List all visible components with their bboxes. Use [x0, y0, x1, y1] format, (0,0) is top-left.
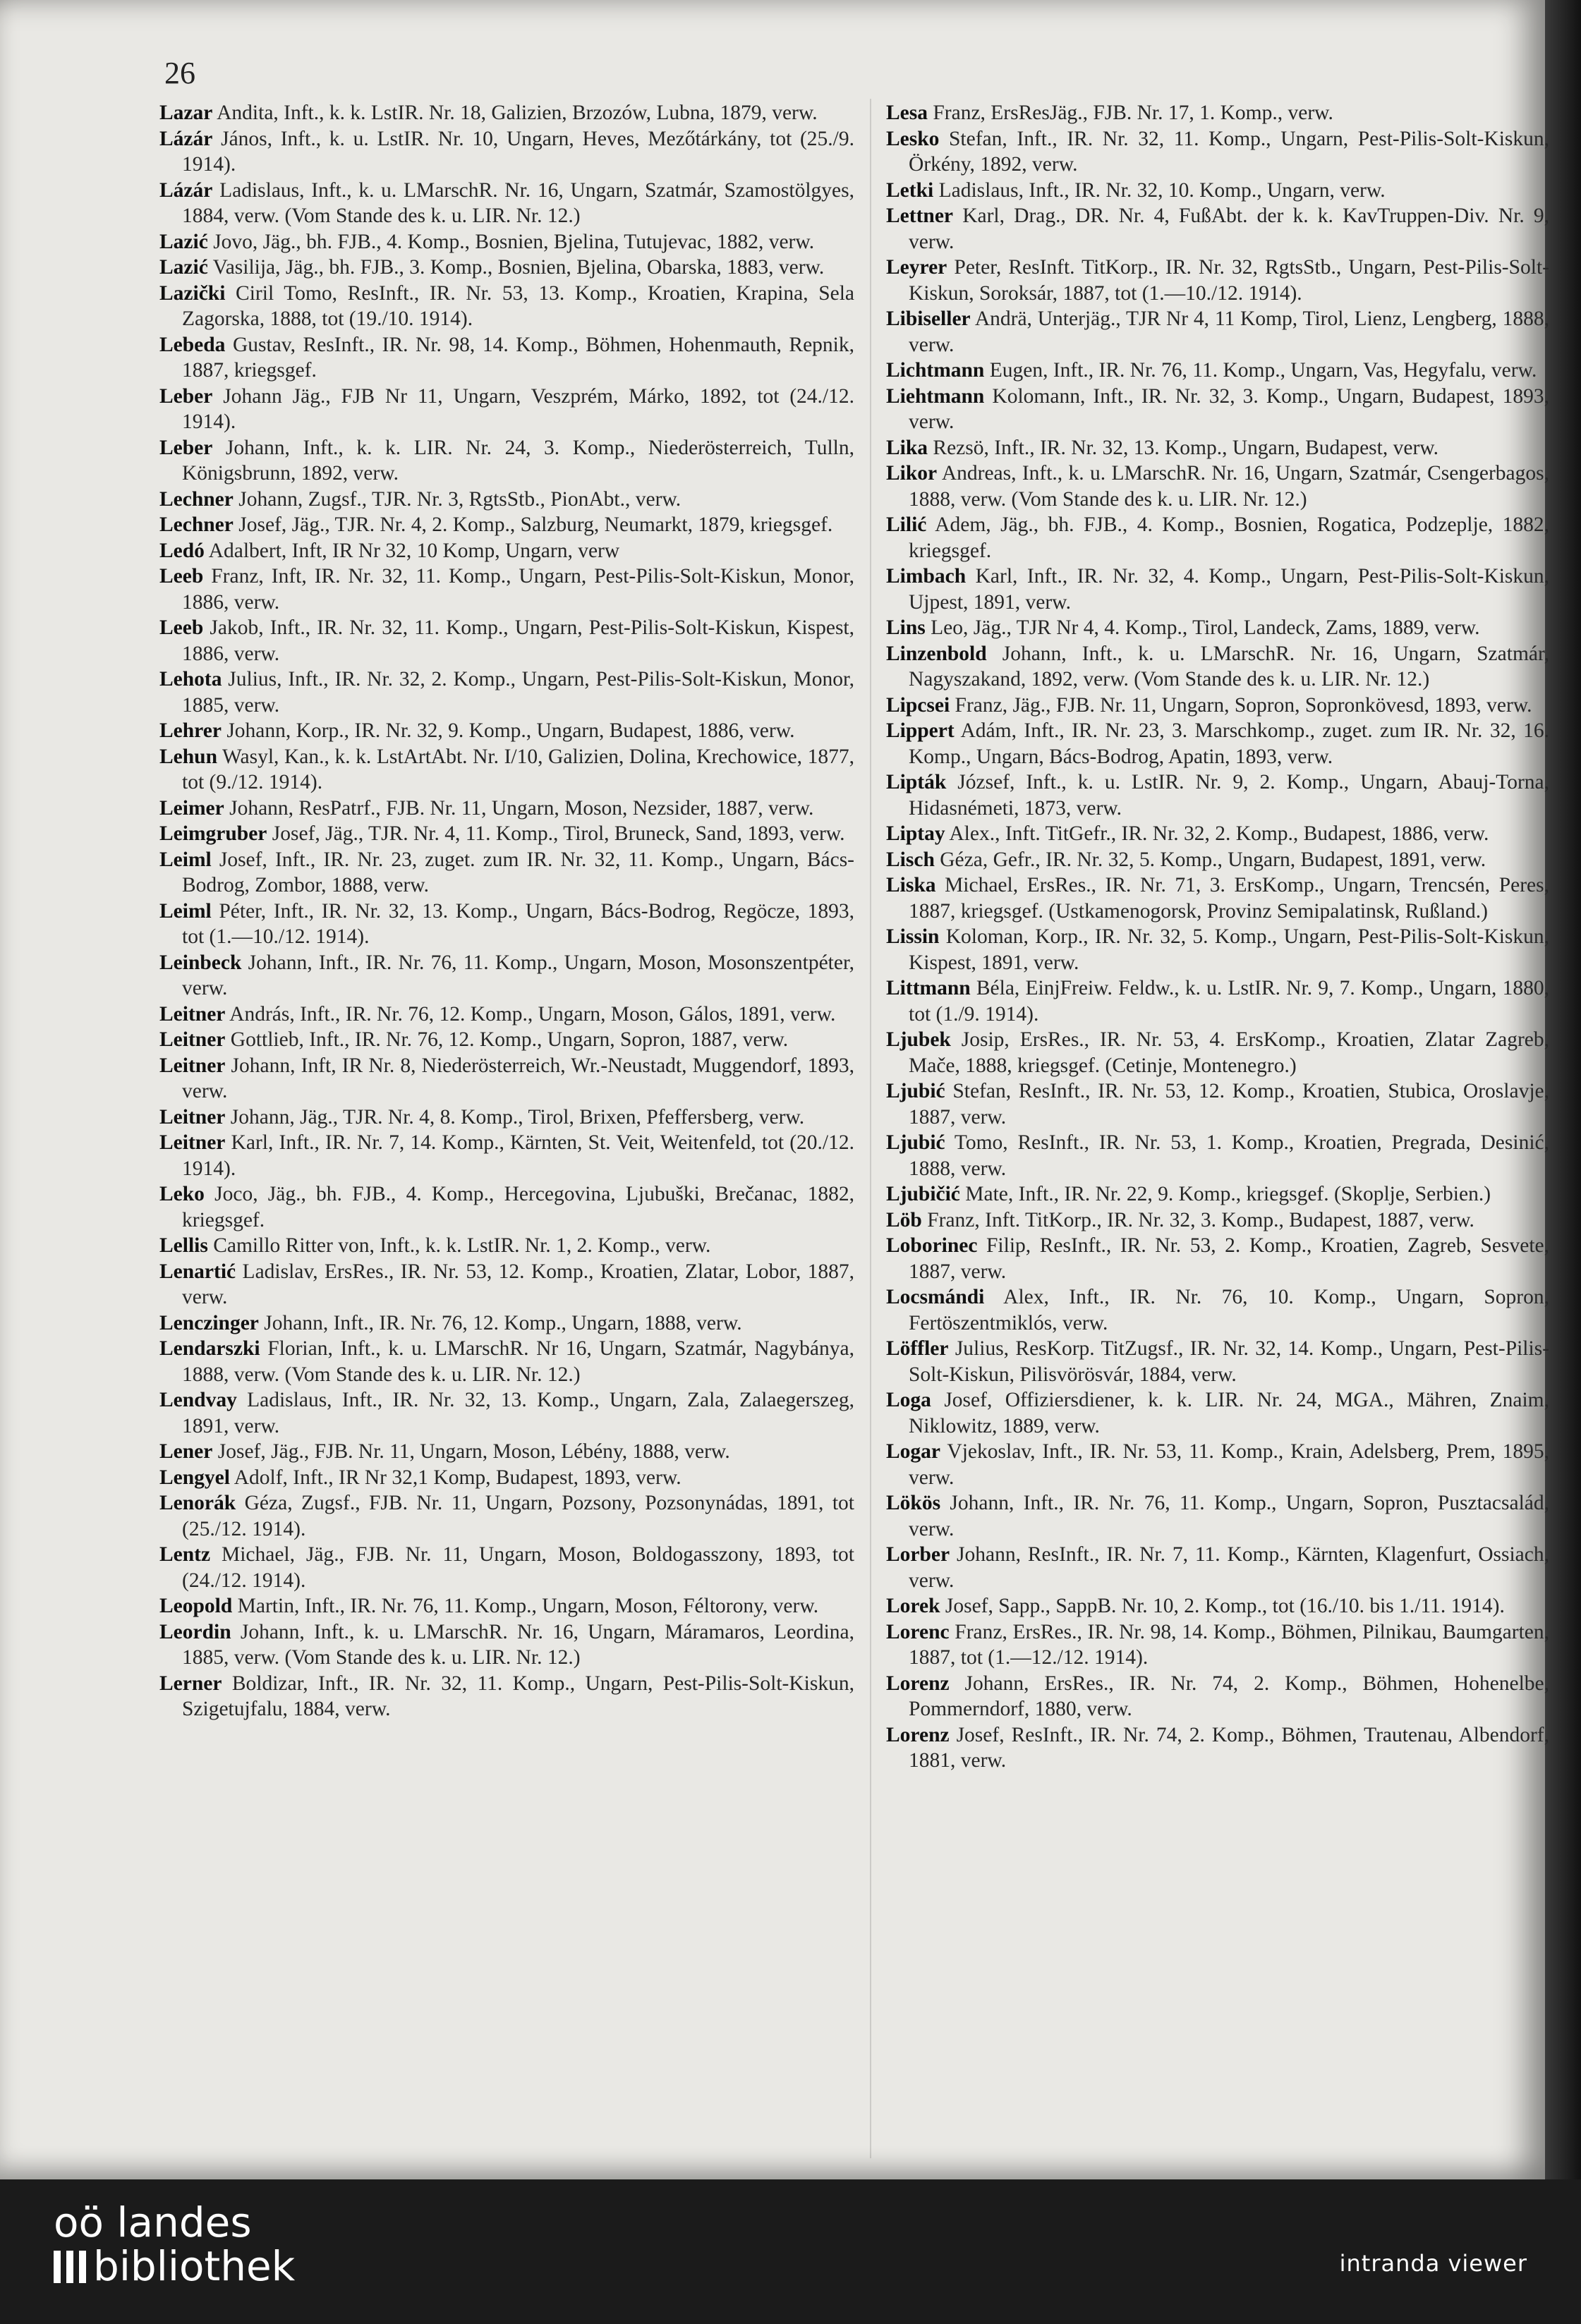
entry-details: Vasilija, Jäg., bh. FJB., 3. Komp., Bosnien, Bjelina, Obarska, 1883, verw. — [207, 256, 825, 279]
list-entry — [159, 384, 854, 435]
entry-details: Josef, Jäg., FJB. Nr. 11, Ungarn, Moson, Lébény, 1888, verw. — [212, 1440, 730, 1463]
entry-details: Andita, Inft., k. k. LstIR. Nr. 18, Galizien, Brzozów, Lubna, 1879, verw. — [212, 102, 818, 124]
entry-surname: Liehtmann — [886, 384, 985, 408]
list-entry — [886, 1284, 1549, 1336]
entry-details: Johann, Korp., IR. Nr. 32, 9. Komp., Ungarn, Budapest, 1886, verw. — [221, 719, 795, 742]
entry-details: Camillo Ritter von, Inft., k. k. LstIR. Nr. 1, 2. Komp., verw. — [207, 1234, 711, 1257]
entry-details: Stefan, ResInft., IR. Nr. 53, 12. Komp., Kroatien, Stubica, Oroslavje, 1887, verw. — [909, 1080, 1549, 1128]
entry-surname: Lazić — [159, 256, 208, 279]
list-entry — [159, 332, 854, 384]
entry-details: Franz, ErsRes., IR. Nr. 98, 14. Komp., Böhmen, Pilnikau, Baumgarten, 1887, tot (1.—12./12. 1914). — [909, 1620, 1549, 1669]
list-entry — [159, 1130, 854, 1181]
list-entry — [886, 1207, 1549, 1234]
list-entry — [159, 950, 854, 1002]
list-entry — [159, 1181, 854, 1233]
list-entry — [159, 796, 854, 822]
entry-details: Kolomann, Inft., IR. Nr. 32, 3. Komp., Ungarn, Budapest, 1893, verw. — [909, 384, 1549, 433]
entry-surname: Letki — [886, 178, 934, 202]
list-entry — [159, 487, 854, 513]
list-entry — [159, 1439, 854, 1465]
list-entry — [159, 1336, 854, 1387]
entry-details: Josef, ResInft., IR. Nr. 74, 2. Komp., Böhmen, Trautenau, Albendorf, 1881, verw. — [909, 1723, 1549, 1772]
entry-details: Ladislaus, Inft., IR. Nr. 32, 10. Komp., Ungarn, verw. — [933, 178, 1386, 202]
list-entry — [159, 1387, 854, 1439]
entry-surname: Leitner — [159, 1028, 226, 1051]
entry-details: Johann, Inft., IR. Nr. 76, 11. Komp., Ungarn, Moson, Mosonszentpéter, verw. — [182, 951, 854, 999]
entry-details: Franz, Inft. TitKorp., IR. Nr. 32, 3. Komp., Budapest, 1887, verw. — [921, 1208, 1474, 1231]
list-entry — [886, 461, 1549, 512]
entry-surname: Lerner — [159, 1672, 222, 1695]
entry-details: Boldizar, Inft., IR. Nr. 32, 11. Komp., Ungarn, Pest-Pilis-Solt-Kiskun, Szigetujfalu, 1884, verw. — [182, 1672, 854, 1720]
list-entry — [159, 615, 854, 667]
entry-surname: Leko — [159, 1183, 205, 1205]
list-entry — [886, 255, 1549, 306]
entry-surname: Leitner — [159, 1002, 226, 1026]
entry-details: Gottlieb, Inft., IR. Nr. 76, 12. Komp., Ungarn, Sopron, 1887, verw. — [225, 1028, 789, 1051]
entry-details: Géza, Zugsf., FJB. Nr. 11, Ungarn, Pozsony, Pozsonynádas, 1891, tot (25./12. 1914). — [182, 1492, 854, 1540]
entry-details: Leo, Jäg., TJR Nr 4, 4. Komp., Tirol, Landeck, Zams, 1889, verw. — [925, 616, 1480, 639]
entry-details: Josef, Inft., IR. Nr. 23, zuget. zum IR. Nr. 32, 11. Komp., Ungarn, Bács-Bodrog, Zombor, 1888, verw. — [182, 848, 854, 896]
entry-details: Adem, Jäg., bh. FJB., 4. Komp., Bosnien, Rogatica, Podzeplje, 1882, kriegsgef. — [909, 513, 1549, 562]
list-entry — [159, 1105, 854, 1131]
entry-surname: Lins — [886, 616, 926, 639]
list-entry — [886, 847, 1549, 873]
entry-surname: Likor — [886, 462, 938, 485]
list-entry — [159, 538, 854, 564]
entry-details: Tomo, ResInft., IR. Nr. 53, 1. Komp., Kroatien, Pregrada, Desinić, 1888, verw. — [909, 1131, 1549, 1180]
entry-details: Martin, Inft., IR. Nr. 76, 11. Komp., Ungarn, Moson, Féltorony, verw. — [232, 1595, 819, 1617]
list-entry — [159, 229, 854, 255]
entry-surname: Ledó — [159, 539, 205, 562]
entry-details: Florian, Inft., k. u. LMarschR. Nr 16, Ungarn, Szatmár, Nagybánya, 1888, verw. (Vom Stande des k. u. LIR. Nr. 12.) — [182, 1337, 854, 1386]
list-entry — [886, 384, 1549, 435]
entry-surname: Ljubičić — [886, 1183, 960, 1205]
entry-surname: Lellis — [159, 1234, 208, 1257]
list-entry — [886, 178, 1549, 204]
entry-surname: Leeb — [159, 565, 204, 588]
entry-details: Johann, Inft., IR. Nr. 76, 11. Komp., Ungarn, Sopron, Pusztacsalád, verw. — [909, 1492, 1549, 1540]
entry-details: Franz, Jäg., FJB. Nr. 11, Ungarn, Sopron, Sopronkövesd, 1893, verw. — [950, 693, 1532, 717]
entry-surname: Leitner — [159, 1131, 226, 1154]
entry-surname: Lenorák — [159, 1492, 236, 1514]
entry-surname: Lazić — [159, 230, 208, 253]
entry-surname: Leyrer — [886, 256, 947, 279]
entry-details: Ladislaus, Inft., IR. Nr. 32, 13. Komp., Ungarn, Zala, Zalaegerszeg, 1891, verw. — [182, 1389, 854, 1437]
list-entry — [886, 1078, 1549, 1130]
entry-details: Stefan, Inft., IR. Nr. 32, 11. Komp., Ungarn, Pest-Pilis-Solt-Kiskun, Örkény, 1892, verw. — [909, 127, 1549, 176]
entry-surname: Lökös — [886, 1492, 941, 1514]
list-entry — [159, 847, 854, 899]
entry-details: Johann, Inft., k. u. LMarschR. Nr. 16, Ungarn, Szatmár, Nagyszakand, 1892, verw. (Vom Stande des k. u. LIR. Nr. 12.) — [909, 642, 1549, 690]
list-entry — [886, 1542, 1549, 1593]
entry-surname: Lendarszki — [159, 1337, 260, 1360]
entry-surname: Lenartić — [159, 1260, 236, 1283]
entry-surname: Lesa — [886, 102, 928, 124]
entry-surname: Lechner — [159, 487, 234, 511]
left-column — [159, 100, 854, 1722]
list-entry — [886, 1671, 1549, 1722]
entry-surname: Lentz — [159, 1543, 211, 1566]
list-entry — [886, 1619, 1549, 1671]
entry-surname: Lehrer — [159, 719, 222, 742]
entry-details: Johann, Inft., k. u. LMarschR. Nr. 16, Ungarn, Máramaros, Leordina, 1885, verw. (Vom Stande des k. u. LIR. Nr. 12.) — [182, 1620, 854, 1669]
entry-surname: Lebeda — [159, 333, 226, 356]
entry-surname: Lorenz — [886, 1723, 950, 1746]
list-entry — [886, 641, 1549, 693]
entry-details: Josef, Jäg., TJR. Nr. 4, 11. Komp., Tirol, Bruneck, Sand, 1893, verw. — [267, 822, 845, 845]
entry-details: Jakob, Inft., IR. Nr. 32, 11. Komp., Ungarn, Pest-Pilis-Solt-Kiskun, Kispest, 1886, verw. — [182, 616, 854, 665]
list-entry — [886, 718, 1549, 769]
entry-surname: Lissin — [886, 925, 940, 948]
list-entry — [886, 1130, 1549, 1181]
list-entry — [159, 1671, 854, 1722]
entry-details: Alex, Inft., IR. Nr. 76, 10. Komp., Ungarn, Sopron, Fertöszentmiklós, verw. — [909, 1286, 1549, 1334]
entry-details: Mate, Inft., IR. Nr. 22, 9. Komp., kriegsgef. (Skoplje, Serbien.) — [959, 1183, 1491, 1205]
entry-surname: Lettner — [886, 205, 954, 227]
list-entry — [886, 1233, 1549, 1284]
list-entry — [886, 100, 1549, 126]
entry-surname: Leinbeck — [159, 951, 242, 974]
list-entry — [886, 693, 1549, 719]
library-logo[interactable] — [54, 2198, 296, 2290]
list-entry — [159, 1053, 854, 1105]
list-entry — [159, 744, 854, 796]
entry-details: Johann, Jäg., TJR. Nr. 4, 8. Komp., Tirol, Brixen, Pfeffersberg, verw. — [225, 1105, 805, 1128]
entry-surname: Lorber — [886, 1543, 950, 1566]
entry-details: Johann, Inft., k. k. LIR. Nr. 24, 3. Komp., Niederösterreich, Tulln, Königsbrunn, 1892, verw. — [182, 436, 854, 485]
entry-surname: Leitner — [159, 1105, 226, 1128]
list-entry — [886, 1490, 1549, 1542]
list-entry — [886, 1722, 1549, 1774]
entry-surname: Leiml — [159, 848, 212, 871]
list-entry — [886, 821, 1549, 847]
entry-details: Johann Jäg., FJB Nr 11, Ungarn, Veszprém, Márko, 1892, tot (24./12. 1914). — [182, 384, 854, 433]
entry-details: Adolf, Inft., IR Nr 32,1 Komp, Budapest, 1893, verw. — [229, 1466, 682, 1489]
list-entry — [159, 1002, 854, 1028]
entry-details: Gustav, ResInft., IR. Nr. 98, 14. Komp., Böhmen, Hohenmauth, Repnik, 1887, kriegsgef. — [182, 333, 854, 382]
entry-details: Béla, EinjFreiw. Feldw., k. u. LstIR. Nr. 9, 7. Komp., Ungarn, 1880, tot (1./9. 1914). — [909, 977, 1549, 1026]
entry-surname: Leber — [159, 436, 213, 459]
entry-details: Josip, ErsRes., IR. Nr. 53, 4. ErsKomp., Kroatien, Zlatar Zagreb, Mače, 1888, kriegsgef. (Cetinje, Montenegro.) — [909, 1028, 1549, 1077]
column-divider — [870, 99, 871, 2158]
entry-surname: Lippert — [886, 719, 955, 742]
list-entry — [886, 1439, 1549, 1490]
entry-details: Karl, Inft., IR. Nr. 32, 4. Komp., Ungarn, Pest-Pilis-Solt-Kiskun, Ujpest, 1891, verw. — [909, 565, 1549, 614]
page-number: 26 — [164, 56, 195, 90]
entry-surname: Leimgruber — [159, 822, 267, 845]
list-entry — [159, 126, 854, 178]
list-entry — [159, 100, 854, 126]
entry-details: Andreas, Inft., k. u. LMarschR. Nr. 16, Ungarn, Szatmár, Csengerbagos, 1888, verw. (Vom Stande des k. u. LIR. Nr. 12.) — [909, 462, 1549, 511]
entry-surname: Lorenz — [886, 1672, 950, 1695]
list-entry — [886, 564, 1549, 615]
entry-surname: Lorenc — [886, 1620, 950, 1643]
entry-details: Alex., Inft. TitGefr., IR. Nr. 32, 2. Komp., Budapest, 1886, verw. — [945, 822, 1489, 845]
list-entry — [886, 306, 1549, 358]
list-entry — [159, 1593, 854, 1619]
list-entry — [159, 667, 854, 718]
entry-details: János, Inft., k. u. LstIR. Nr. 10, Ungarn, Heves, Mezőtárkány, tot (25./9. 1914). — [182, 127, 854, 176]
entry-details: András, Inft., IR. Nr. 76, 12. Komp., Ungarn, Moson, Gálos, 1891, verw. — [225, 1002, 836, 1026]
entry-surname: Lika — [886, 436, 928, 459]
entry-details: Johann, ErsRes., IR. Nr. 74, 2. Komp., Böhmen, Hohenelbe, Pommerndorf, 1880, verw. — [909, 1672, 1549, 1720]
entry-details: Karl, Inft., IR. Nr. 7, 14. Komp., Kärnten, St. Veit, Weitenfeld, tot (20./12. 1914). — [182, 1131, 854, 1180]
list-entry — [159, 1259, 854, 1310]
entry-surname: Lipcsei — [886, 693, 950, 717]
right-column — [886, 100, 1549, 1774]
entry-details: Franz, Inft, IR. Nr. 32, 11. Komp., Ungarn, Pest-Pilis-Solt-Kiskun, Monor, 1886, verw. — [182, 565, 854, 614]
entry-details: Péter, Inft., IR. Nr. 32, 13. Komp., Ungarn, Bács-Bodrog, Regöcze, 1893, tot (1.—10./12. 1914). — [182, 899, 854, 948]
entry-details: Karl, Drag., DR. Nr. 4, FußAbt. der k. k. KavTruppen-Div. Nr. 9, verw. — [909, 205, 1549, 253]
entry-details: Josef, Sapp., SappB. Nr. 10, 2. Komp., tot (16./10. bis 1./11. 1914). — [940, 1595, 1505, 1617]
entry-details: Wasyl, Kan., k. k. LstArtAbt. Nr. I/10, Galizien, Dolina, Krechowice, 1877, tot (9./12. 1914). — [182, 745, 854, 793]
entry-surname: Lazički — [159, 281, 226, 305]
entry-surname: Limbach — [886, 565, 967, 588]
list-entry — [159, 564, 854, 615]
entry-surname: Leeb — [159, 616, 204, 639]
entry-details: Eugen, Inft., IR. Nr. 76, 11. Komp., Ungarn, Vas, Hegyfalu, verw. — [984, 359, 1537, 382]
entry-surname: Lenczinger — [159, 1311, 259, 1334]
entry-surname: Ljubek — [886, 1028, 951, 1051]
page-edge — [1545, 0, 1581, 2179]
entry-details: Josef, Offiziersdiener, k. k. LIR. Nr. 24, MGA., Mähren, Znaim, Niklowitz, 1889, verw. — [909, 1389, 1549, 1437]
entry-details: Adalbert, Inft, IR Nr 32, 10 Komp, Ungarn, verw — [204, 539, 620, 562]
entry-surname: Leopold — [159, 1595, 233, 1617]
entry-details: Johann, Inft., IR. Nr. 76, 12. Komp., Ungarn, 1888, verw. — [258, 1311, 742, 1334]
list-entry — [886, 615, 1549, 641]
entry-details: Michael, ErsRes., IR. Nr. 71, 3. ErsKomp., Ungarn, Trencsén, Peres, 1887, kriegsgef. (Ustkamenogorsk, Provinz Semipalatinsk, Rußland.) — [909, 874, 1549, 923]
entry-surname: Löffler — [886, 1337, 949, 1360]
entry-details: Johann, ResPatrf., FJB. Nr. 11, Ungarn, Moson, Nezsider, 1887, verw. — [224, 796, 814, 820]
entry-surname: Littmann — [886, 977, 971, 999]
list-entry — [159, 821, 854, 847]
entry-surname: Lechner — [159, 513, 234, 536]
list-entry — [886, 1181, 1549, 1207]
entry-details: Johann, Inft, IR Nr. 8, Niederösterreich, Wr.-Neustadt, Muggendorf, 1893, verw. — [182, 1054, 854, 1102]
logo-line-1: oö landes — [54, 2198, 252, 2246]
list-entry — [886, 924, 1549, 975]
entry-details: Géza, Gefr., IR. Nr. 32, 5. Komp., Ungarn, Budapest, 1891, verw. — [934, 848, 1486, 871]
entry-details: Julius, ResKorp. TitZugsf., IR. Nr. 32, 14. Komp., Ungarn, Pest-Pilis-Solt-Kiskun, Pilisvörösvár, 1884, verw. — [909, 1337, 1549, 1386]
entry-details: Ladislav, ErsRes., IR. Nr. 53, 12. Komp., Kroatien, Zlatar, Lobor, 1887, verw. — [182, 1260, 854, 1308]
entry-details: Ciril Tomo, ResInft., IR. Nr. 53, 13. Komp., Kroatien, Krapina, Sela Zagorska, 1888, tot (19./10. 1914). — [182, 281, 854, 330]
viewer-brand: intranda viewer — [1339, 2250, 1527, 2277]
entry-surname: Libiseller — [886, 308, 971, 330]
entry-details: Ladislaus, Inft., k. u. LMarschR. Nr. 16, Ungarn, Szatmár, Szamostölgyes, 1884, verw. (Vom Stande des k. u. LIR. Nr. 12.) — [182, 178, 854, 227]
list-entry — [159, 1619, 854, 1671]
entry-details: Josef, Jäg., TJR. Nr. 4, 2. Komp., Salzburg, Neumarkt, 1879, kriegsgef. — [233, 513, 833, 536]
entry-details: Johann, ResInft., IR. Nr. 7, 11. Komp., Kärnten, Klagenfurt, Ossiach, verw. — [909, 1543, 1549, 1592]
list-entry — [159, 1310, 854, 1337]
list-entry — [886, 358, 1549, 384]
list-entry — [886, 1336, 1549, 1387]
entry-surname: Locsmándi — [886, 1286, 985, 1308]
list-entry — [159, 1027, 854, 1053]
entry-surname: Leordin — [159, 1620, 231, 1643]
entry-surname: Lengyel — [159, 1466, 230, 1489]
list-entry — [886, 512, 1549, 564]
entry-surname: Lilić — [886, 513, 927, 536]
entry-surname: Liska — [886, 874, 936, 896]
logo-line-2: bibliothek — [93, 2242, 296, 2290]
entry-surname: Lázár — [159, 127, 213, 150]
entry-surname: Ljubić — [886, 1080, 945, 1102]
list-entry — [159, 1465, 854, 1491]
list-entry — [159, 281, 854, 332]
list-entry — [159, 255, 854, 281]
entry-surname: Lendvay — [159, 1389, 237, 1411]
list-entry — [159, 718, 854, 744]
list-entry — [886, 975, 1549, 1027]
list-entry — [159, 1233, 854, 1259]
entry-surname: Liptay — [886, 822, 945, 845]
entry-surname: Leimer — [159, 796, 224, 820]
entry-surname: Loga — [886, 1389, 931, 1411]
entry-details: Filip, ResInft., IR. Nr. 53, 2. Komp., Kroatien, Zagreb, Sesvete, 1887, verw. — [909, 1234, 1549, 1283]
entry-surname: Lorek — [886, 1595, 940, 1617]
list-entry — [159, 1542, 854, 1593]
list-entry — [886, 1027, 1549, 1078]
list-entry — [159, 1490, 854, 1542]
entry-surname: Lisch — [886, 848, 935, 871]
list-entry — [886, 203, 1549, 255]
entry-details: Julius, Inft., IR. Nr. 32, 2. Komp., Ungarn, Pest-Pilis-Solt-Kiskun, Monor, 1885, verw. — [182, 668, 854, 717]
entry-surname: Lehota — [159, 668, 222, 690]
list-entry — [159, 899, 854, 950]
entry-surname: Lehun — [159, 745, 217, 768]
entry-details: Jovo, Jäg., bh. FJB., 4. Komp., Bosnien, Bjelina, Tutujevac, 1882, verw. — [207, 230, 815, 253]
entry-surname: Lipták — [886, 771, 947, 793]
entry-surname: Leber — [159, 384, 213, 408]
list-entry — [886, 435, 1549, 461]
entry-surname: Logar — [886, 1440, 941, 1463]
entry-surname: Lazar — [159, 102, 213, 124]
entry-surname: Löb — [886, 1208, 922, 1231]
entry-surname: Linzenbold — [886, 642, 987, 665]
entry-surname: Lázár — [159, 178, 213, 202]
list-entry — [886, 1593, 1549, 1619]
list-entry — [886, 1387, 1549, 1439]
entry-details: Adám, Inft., IR. Nr. 23, 3. Marschkomp., zuget. zum IR. Nr. 32, 16. Komp., Ungarn, Bács-Bodrog, Apatin, 1893, verw. — [909, 719, 1549, 768]
entry-surname: Loborinec — [886, 1234, 978, 1257]
entry-details: Peter, ResInft. TitKorp., IR. Nr. 32, RgtsStb., Ungarn, Pest-Pilis-Solt-Kiskun, Soroksár, 1887, tot (1.—10./12. 1914). — [909, 256, 1549, 305]
entry-details: Andrä, Unterjäg., TJR Nr 4, 11 Komp, Tirol, Lienz, Lengberg, 1888, verw. — [909, 308, 1549, 356]
entry-surname: Leiml — [159, 899, 212, 923]
entry-details: Koloman, Korp., IR. Nr. 32, 5. Komp., Ungarn, Pest-Pilis-Solt-Kiskun, Kispest, 1891, verw. — [909, 925, 1549, 974]
list-entry — [159, 512, 854, 538]
entry-surname: Ljubić — [886, 1131, 945, 1154]
entry-surname: Lesko — [886, 127, 940, 150]
entry-details: Michael, Jäg., FJB. Nr. 11, Ungarn, Moson, Boldogasszony, 1893, tot (24./12. 1914). — [182, 1543, 854, 1592]
list-entry — [886, 872, 1549, 924]
entry-details: Joco, Jäg., bh. FJB., 4. Komp., Hercegovina, Ljubuški, Brečanac, 1882, kriegsgef. — [182, 1183, 854, 1231]
list-entry — [159, 178, 854, 229]
entry-surname: Lener — [159, 1440, 213, 1463]
entry-details: Vjekoslav, Inft., IR. Nr. 53, 11. Komp., Krain, Adelsberg, Prem, 1895, verw. — [909, 1440, 1549, 1489]
list-entry — [886, 769, 1549, 821]
entry-surname: Leitner — [159, 1054, 226, 1077]
entry-details: Franz, ErsResJäg., FJB. Nr. 17, 1. Komp., verw. — [928, 102, 1333, 124]
entry-details: Rezsö, Inft., IR. Nr. 32, 13. Komp., Ungarn, Budapest, verw. — [928, 436, 1439, 459]
entry-details: József, Inft., k. u. LstIR. Nr. 9, 2. Komp., Ungarn, Abauj-Torna, Hidasnémeti, 1873, verw. — [909, 771, 1549, 820]
entry-surname: Lichtmann — [886, 359, 985, 382]
list-entry — [159, 435, 854, 487]
entry-details: Johann, Zugsf., TJR. Nr. 3, RgtsStb., PionAbt., verw. — [233, 487, 682, 511]
list-entry — [886, 126, 1549, 178]
logo-bars-icon — [54, 2251, 86, 2283]
